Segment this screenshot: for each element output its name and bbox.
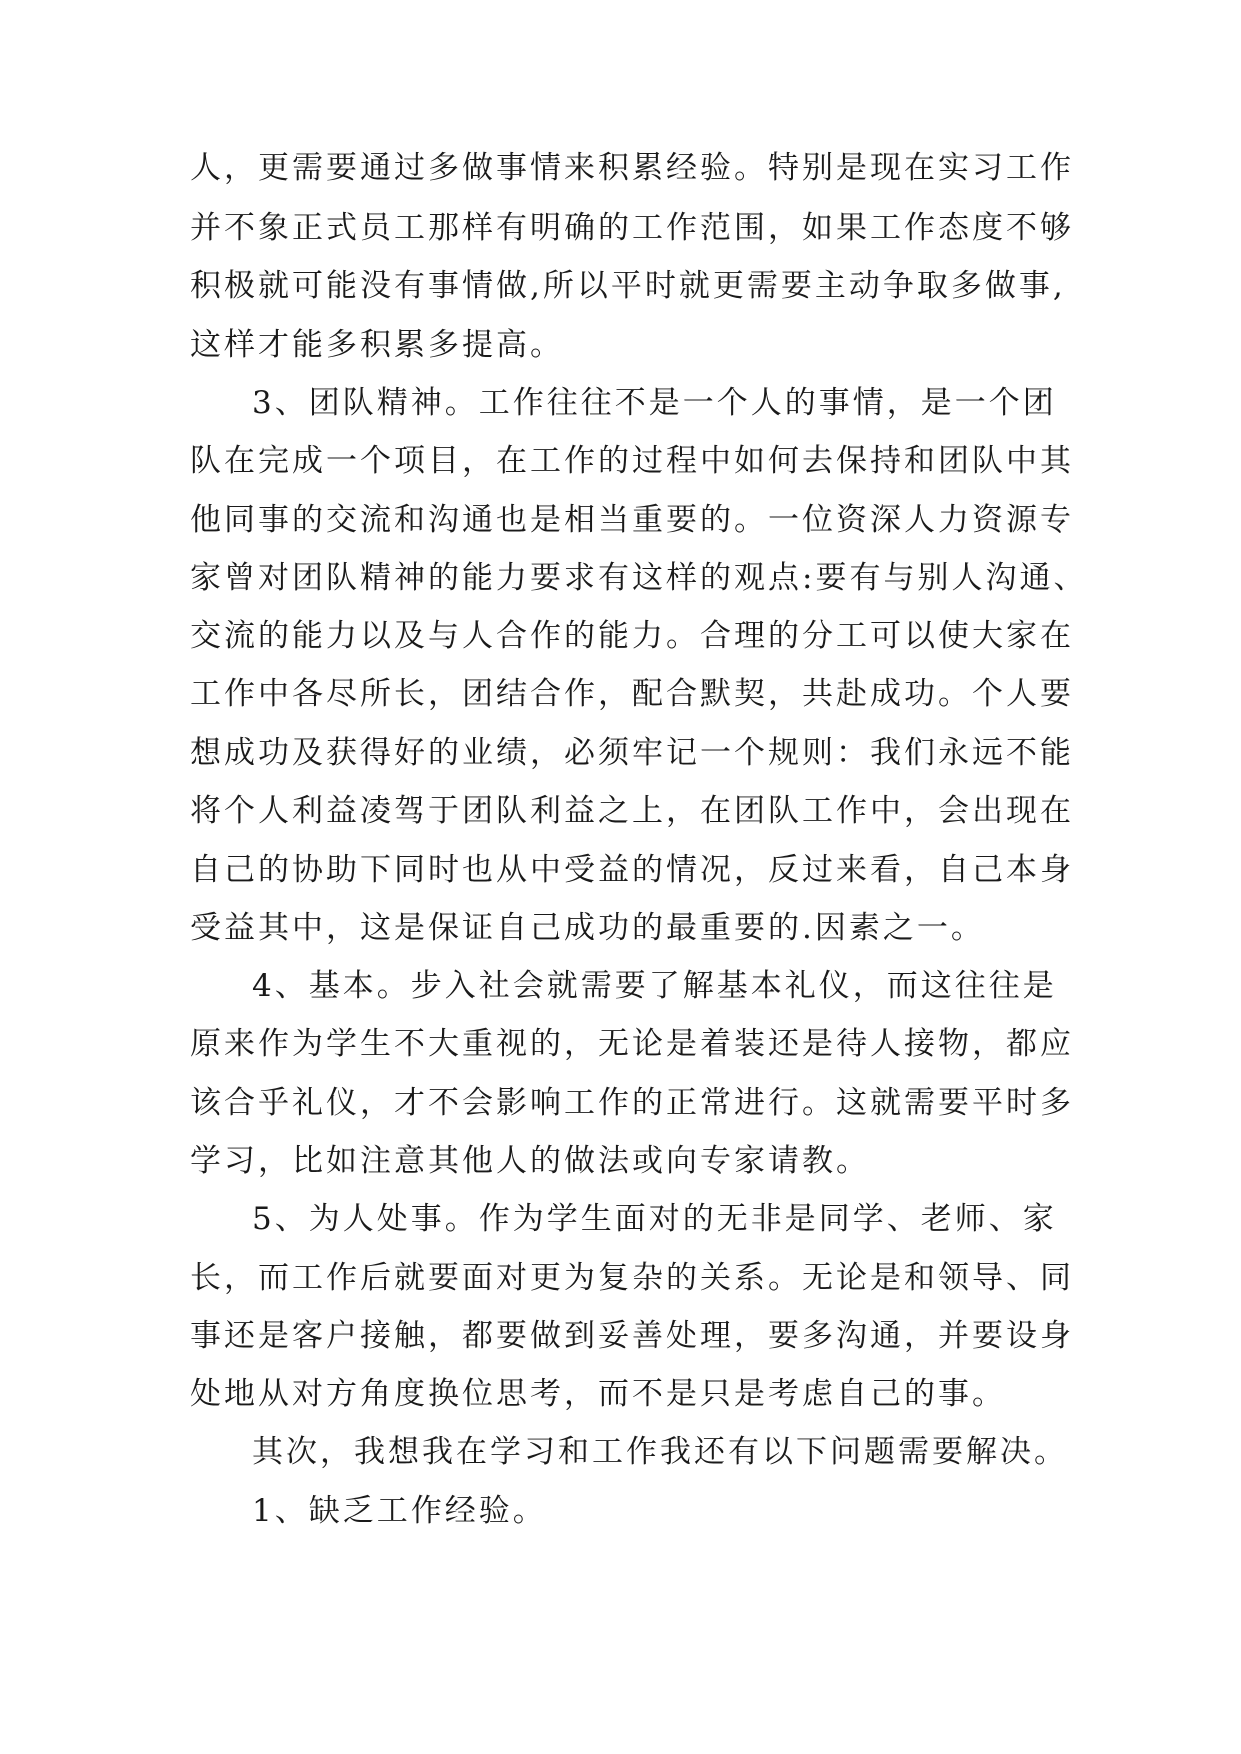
text-line: 并不象正式员工那样有明确的工作范围，如果工作态度不够 [190, 210, 1074, 246]
text-line: 队在完成一个项目，在工作的过程中如何去保持和团队中其 [190, 443, 1074, 479]
text-line: 学习，比如注意其他人的做法或向专家请教。 [190, 1143, 870, 1179]
text-line: 1、缺乏工作经验。 [252, 1493, 547, 1529]
text-line: 事还是客户接触，都要做到妥善处理，要多沟通，并要设身 [190, 1318, 1074, 1354]
text-line: 人，更需要通过多做事情来积累经验。特别是现在实习工作 [190, 150, 1074, 186]
text-line: 长，而工作后就要面对更为复杂的关系。无论是和领导、同 [190, 1260, 1074, 1296]
text-line: 想成功及获得好的业绩，必须牢记一个规则：我们永远不能 [190, 735, 1074, 771]
text-line: 工作中各尽所长，团结合作，配合默契，共赴成功。个人要 [190, 676, 1074, 712]
text-line: 其次，我想我在学习和工作我还有以下问题需要解决。 [252, 1434, 1068, 1470]
text-line: 该合乎礼仪，才不会影响工作的正常进行。这就需要平时多 [190, 1085, 1074, 1121]
text-line: 他同事的交流和沟通也是相当重要的。一位资深人力资源专 [190, 502, 1074, 538]
text-line: 5、为人处事。作为学生面对的无非是同学、老师、家 [252, 1201, 1057, 1237]
text-line: 这样才能多积累多提高。 [190, 327, 564, 363]
text-line: 4、基本。步入社会就需要了解基本礼仪，而这往往是 [252, 968, 1057, 1004]
text-line: 受益其中，这是保证自己成功的最重要的.因素之一。 [190, 910, 985, 946]
text-line: 将个人利益凌驾于团队利益之上，在团队工作中，会出现在 [190, 793, 1074, 829]
text-line: 家曾对团队精神的能力要求有这样的观点:要有与别人沟通、 [190, 560, 1088, 596]
text-line: 处地从对方角度换位思考，而不是只是考虑自己的事。 [190, 1376, 1006, 1412]
text-line: 积极就可能没有事情做,所以平时就更需要主动争取多做事, [190, 268, 1066, 304]
text-line: 原来作为学生不大重视的，无论是着装还是待人接物，都应 [190, 1026, 1074, 1062]
text-line: 自己的协助下同时也从中受益的情况，反过来看，自己本身 [190, 852, 1074, 888]
text-line: 3、团队精神。工作往往不是一个人的事情，是一个团 [252, 385, 1057, 421]
text-line: 交流的能力以及与人合作的能力。合理的分工可以使大家在 [190, 618, 1074, 654]
